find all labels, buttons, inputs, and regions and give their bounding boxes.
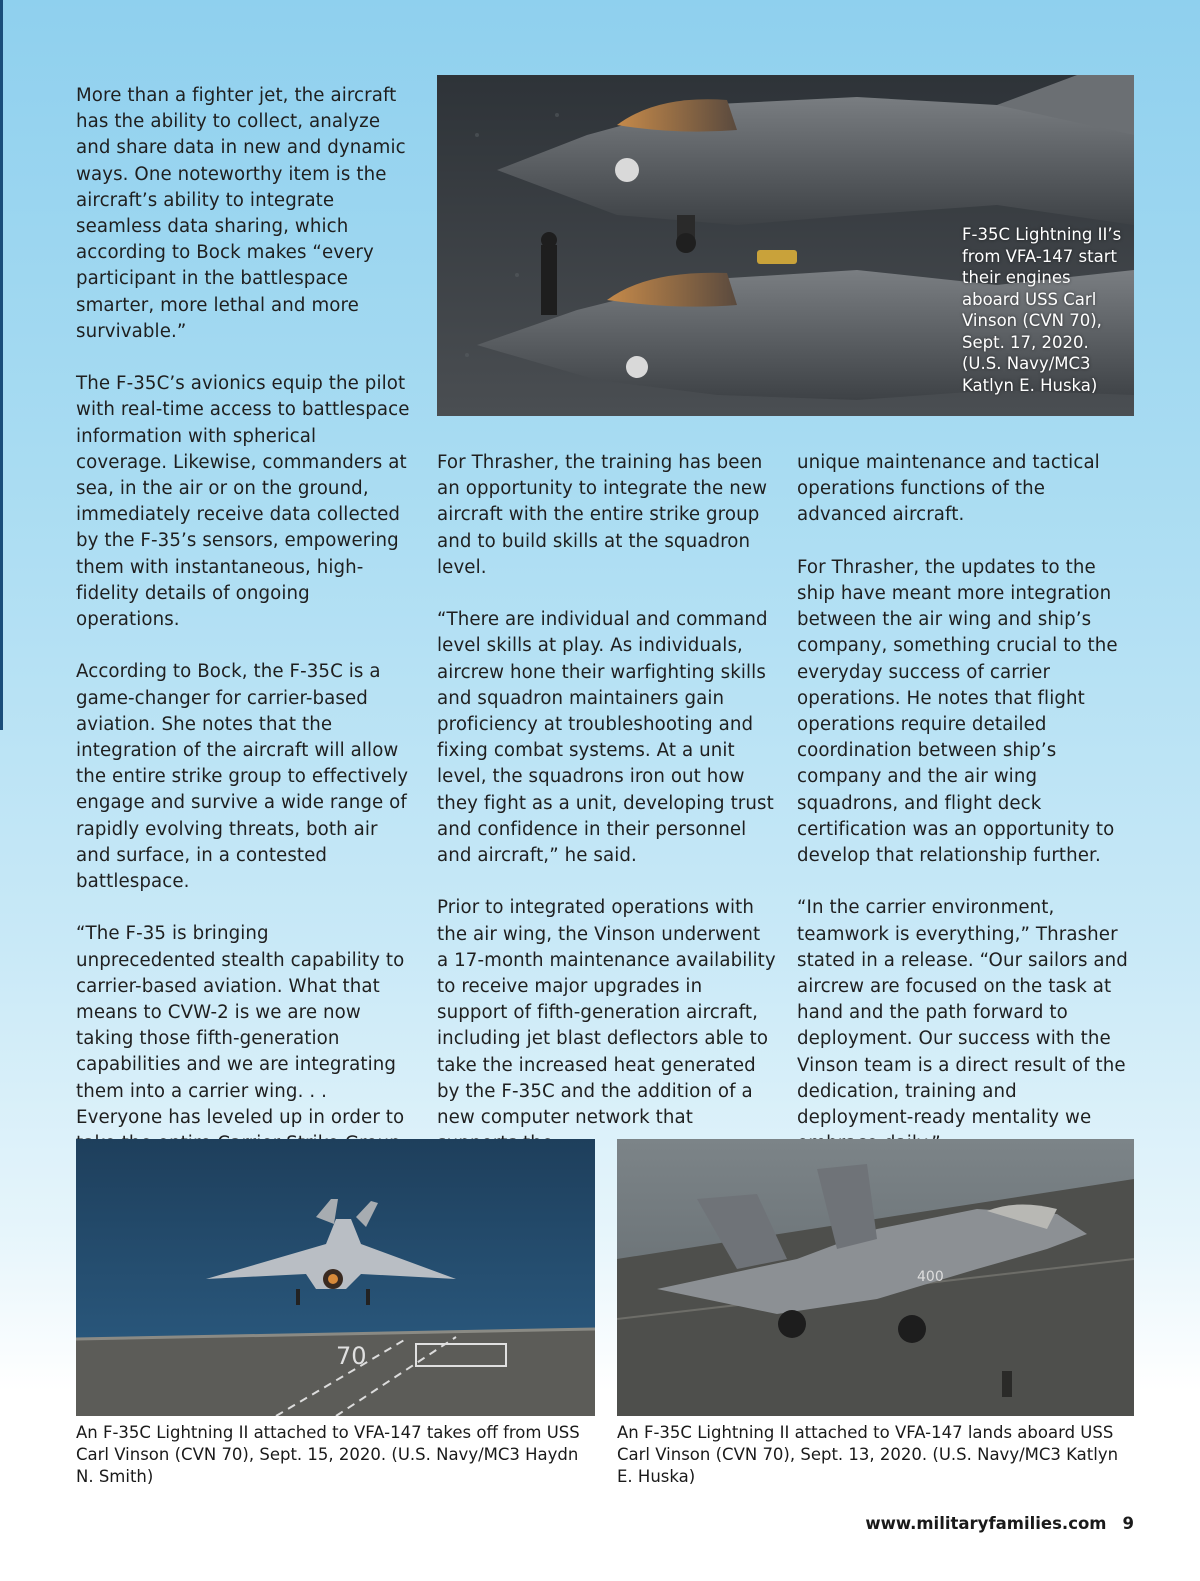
paragraph: Prior to integrated operations with the air wing, the Vinson underwent a 17-month maintenance availability to receive major upgrades in support of fifth-generation aircraft, including jet blast deflectors able to take the increased heat generated by the F-35C and the addition of a new computer network that <box>437 897 776 1129</box>
footer-website[interactable]: www.militaryfamilies.com <box>865 1514 1107 1533</box>
article-column-1 <box>76 83 412 1262</box>
paragraph-text: “In the carrier environment, teamwork is everything,” Thrasher stated in a release. “Our sailors and aircrew are focused on the task at hand and the path forward to deployment. Our success with the Vinson team is a direct result of the dedication, training and deployment-ready mentality we <box>797 897 1128 1129</box>
paragraph: According to Bock, the F-35C is a game-changer for carrier-based aviation. She notes that the integration of the aircraft will allow the entire strike group to effectively engage and survive a wide range of rapidly evolving threats, both air and surface, in a contested battlespace. <box>76 661 409 893</box>
photo-landing <box>617 1139 1134 1416</box>
deck-number: 70 <box>336 1342 367 1370</box>
page-footer <box>865 1514 1134 1533</box>
paragraph: “The F-35 is bringing unprecedented stealth capability to carrier-based aviation. What that means to CVW-2 is we are now taking those fifth-generation capabilities and we are integrating them into a carrier wing. . . Everyone has leveled up in order to <box>76 923 405 1128</box>
bottom-right-caption: An F-35C Lightning II attached to VFA-147 lands aboard USS Carl Vinson (CVN 70), Sept. 13, 2020. (U.S. Navy/MC3 Katlyn E. Huska) <box>617 1423 1119 1486</box>
top-photo-caption: F-35C Lightning II’s from VFA-147 start their engines aboard USS Carl Vinson (CVN 70), Sept. 17, 2020. (U.S. Navy/MC3 Katlyn E. Huska) <box>962 225 1122 395</box>
page-number: 9 <box>1122 1514 1134 1533</box>
paragraph: The F-35C’s avionics equip the pilot with real-time access to battlespace information with spherical coverage. Likewise, commanders at sea, in the air or on the ground, immediately receive data collected by the F-35’s sensors, empowering them with instantaneous, high-fidelity details of ongoing operations. <box>76 373 410 631</box>
left-edge-bar <box>0 0 3 730</box>
paragraph: For Thrasher, the updates to the ship have meant more integration between the air wing and ship’s company, something crucial to the everyday success of carrier operations. He notes that flight operations require detailed coordination between ship’s company and the air wing squadrons, and flight deck certification was an opportunity to develop that relationship further. <box>797 556 1118 867</box>
paragraph: For Thrasher, the training has been an opportunity to integrate the new aircraft with the entire strike group and to build skills at the squadron level. <box>437 452 768 578</box>
paragraph: unique maintenance and tactical operations functions of the advanced aircraft. <box>797 452 1100 526</box>
photo-takeoff <box>76 1139 595 1416</box>
paragraph: More than a fighter jet, the aircraft has the ability to collect, analyze and share data in new and dynamic ways. One noteworthy item is the aircraft’s ability to integrate seamless data sharing, which according to Bock makes “every participant in the battlespace smarter, more lethal and more survivable.” <box>76 85 406 342</box>
paragraph <box>797 895 1137 1157</box>
article-column-2 <box>437 450 777 1157</box>
paragraph: “There are individual and command level skills at play. As individuals, aircrew hone their warfighting skills and squadron maintainers gain proficiency at troubleshooting and fixing combat systems. At a unit level, the squadrons iron out how they fight as a unit, developing trust and confidence in their personnel and aircraft,” he said. <box>437 609 774 867</box>
article-column-3 <box>797 450 1137 1157</box>
bottom-left-caption: An F-35C Lightning II attached to VFA-147 takes off from USS Carl Vinson (CVN 70), Sept. 15, 2020. (U.S. Navy/MC3 Haydn N. Smith) <box>76 1423 580 1486</box>
tail-code: 400 <box>917 1269 944 1285</box>
